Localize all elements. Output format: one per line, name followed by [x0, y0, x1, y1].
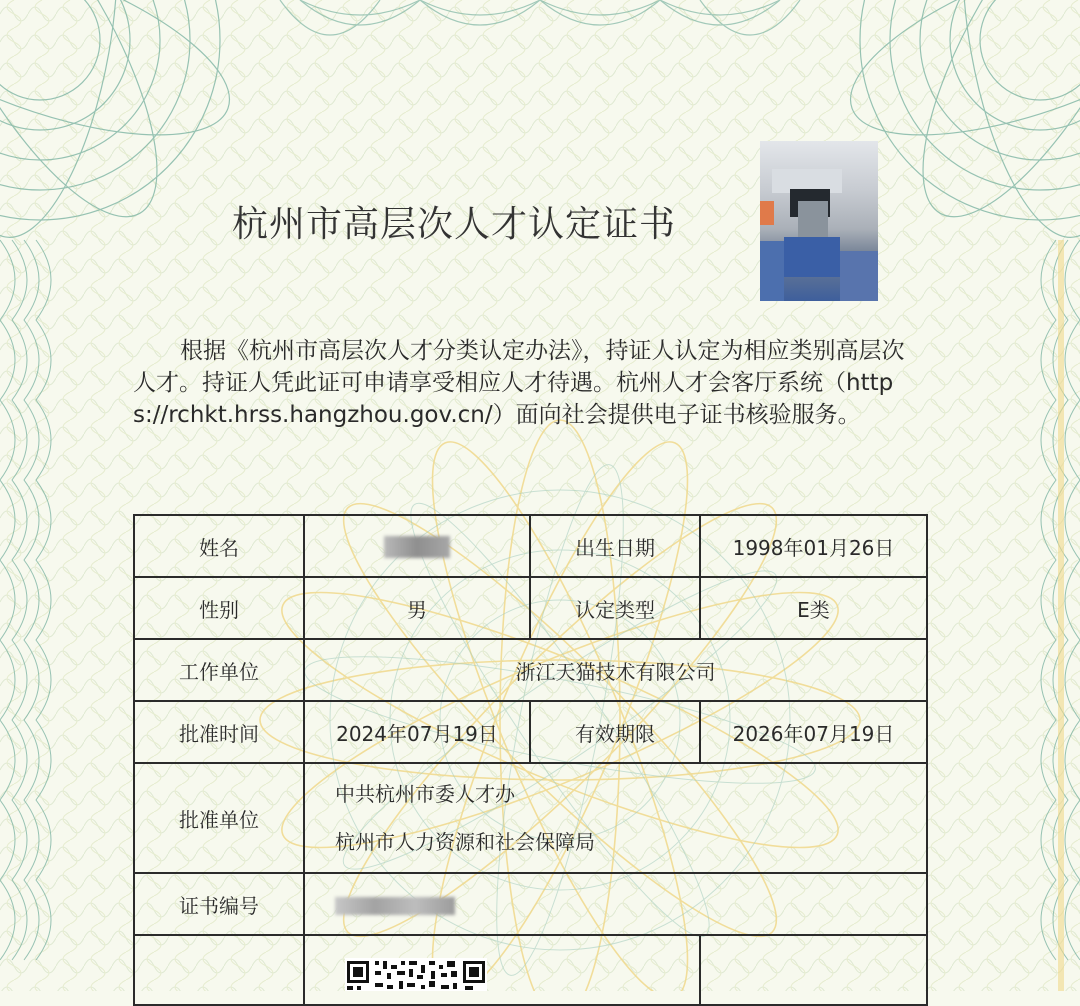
- table-row: [134, 515, 927, 577]
- holder-photo: [760, 141, 878, 301]
- employer-value: 浙江天猫技术有限公司: [304, 639, 927, 701]
- verification-qr-code[interactable]: [345, 958, 487, 991]
- valid-until-label: 有效期限: [530, 701, 700, 763]
- statement-paragraph: 根据《杭州市高层次人才分类认定办法》，持证人认定为相应类别高层次人才。持证人凭此证可申请享受相应人才待遇。杭州人才会客厅系统（https://rchkt.hrss.hangzhou.gov.cn/）面向社会提供电子证书核验服务。: [133, 338, 905, 428]
- approving-org-value: [304, 763, 927, 873]
- name-label: 姓名: [134, 515, 304, 577]
- employer-label: 工作单位: [134, 639, 304, 701]
- approval-date-value: 2024年07月19日: [304, 701, 530, 763]
- redacted-cert-number: [335, 897, 455, 915]
- table-row: [134, 577, 927, 639]
- certificate-statement: [133, 335, 925, 431]
- cert-no-value: [304, 873, 927, 935]
- certificate-title: 杭州市高层次人才认定证书: [232, 204, 677, 245]
- table-row: [134, 763, 927, 873]
- qr-row-empty: [700, 935, 927, 1005]
- category-label: 认定类型: [530, 577, 700, 639]
- table-row: [134, 935, 927, 1005]
- approving-org-label: 批准单位: [134, 763, 304, 873]
- table-row: [134, 701, 927, 763]
- birth-value: 1998年01月26日: [700, 515, 927, 577]
- table-row: [134, 639, 927, 701]
- table-row: [134, 873, 927, 935]
- valid-until-value: 2026年07月19日: [700, 701, 927, 763]
- approving-org-1: 中共杭州市委人才办: [335, 782, 515, 806]
- approving-org-2: 杭州市人力资源和社会保障局: [335, 830, 595, 854]
- qr-row-label: [134, 935, 304, 1005]
- cert-no-label: 证书编号: [134, 873, 304, 935]
- certificate-info-table: [133, 514, 928, 1006]
- category-value: E类: [700, 577, 927, 639]
- name-value: [304, 515, 530, 577]
- redacted-name: [384, 536, 450, 558]
- gender-value: 男: [304, 577, 530, 639]
- approval-date-label: 批准时间: [134, 701, 304, 763]
- gender-label: 性别: [134, 577, 304, 639]
- birth-label: 出生日期: [530, 515, 700, 577]
